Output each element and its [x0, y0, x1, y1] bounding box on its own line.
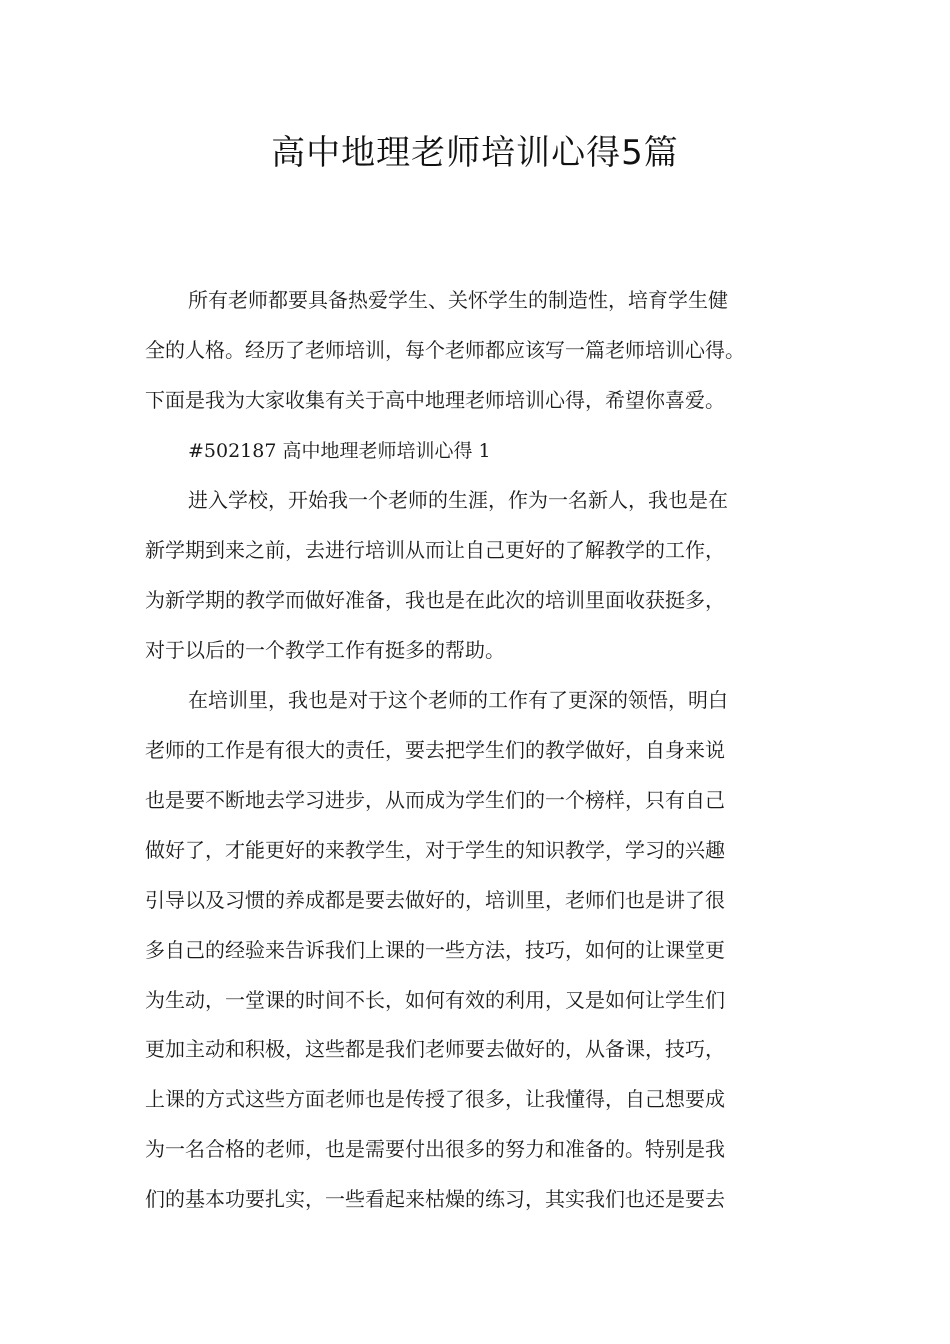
paragraph-line: 全的人格。经历了老师培训，每个老师都应该写一篇老师培训心得。 — [145, 338, 745, 362]
paragraph-line: 进入学校，开始我一个老师的生涯，作为一名新人，我也是在 — [188, 488, 728, 512]
paragraph-line: 也是要不断地去学习进步，从而成为学生们的一个榜样，只有自己 — [145, 788, 725, 812]
paragraph-line: 新学期到来之前，去进行培训从而让自己更好的了解教学的工作， — [145, 538, 725, 562]
paragraph-line: 为生动，一堂课的时间不长，如何有效的利用，又是如何让学生们 — [145, 988, 725, 1012]
paragraph-line: 多自己的经验来告诉我们上课的一些方法，技巧，如何的让课堂更 — [145, 938, 725, 962]
paragraph-line: 为一名合格的老师，也是需要付出很多的努力和准备的。特别是我 — [145, 1137, 725, 1161]
document-title: 高中地理老师培训心得5篇 — [271, 133, 679, 173]
paragraph-line: 做好了，才能更好的来教学生，对于学生的知识教学，学习的兴趣 — [145, 838, 725, 862]
paragraph-line: 下面是我为大家收集有关于高中地理老师培训心得，希望你喜爱。 — [145, 388, 725, 412]
section-heading: #502187 高中地理老师培训心得 1 — [188, 440, 491, 462]
paragraph-line: 引导以及习惯的养成都是要去做好的，培训里，老师们也是讲了很 — [145, 888, 725, 912]
paragraph-line: 上课的方式这些方面老师也是传授了很多，让我懂得，自己想要成 — [145, 1087, 725, 1111]
paragraph-line: 更加主动和积极，这些都是我们老师要去做好的，从备课，技巧， — [145, 1037, 725, 1061]
paragraph-line: 对于以后的一个教学工作有挺多的帮助。 — [145, 638, 505, 662]
paragraph-line: 所有老师都要具备热爱学生、关怀学生的制造性，培育学生健 — [188, 288, 728, 312]
paragraph-line: 们的基本功要扎实，一些看起来枯燥的练习，其实我们也还是要去 — [145, 1187, 725, 1211]
paragraph-line: 在培训里，我也是对于这个老师的工作有了更深的领悟，明白 — [188, 688, 728, 712]
paragraph-line: 老师的工作是有很大的责任，要去把学生们的教学做好，自身来说 — [145, 738, 725, 762]
paragraph-line: 为新学期的教学而做好准备，我也是在此次的培训里面收获挺多， — [145, 588, 725, 612]
